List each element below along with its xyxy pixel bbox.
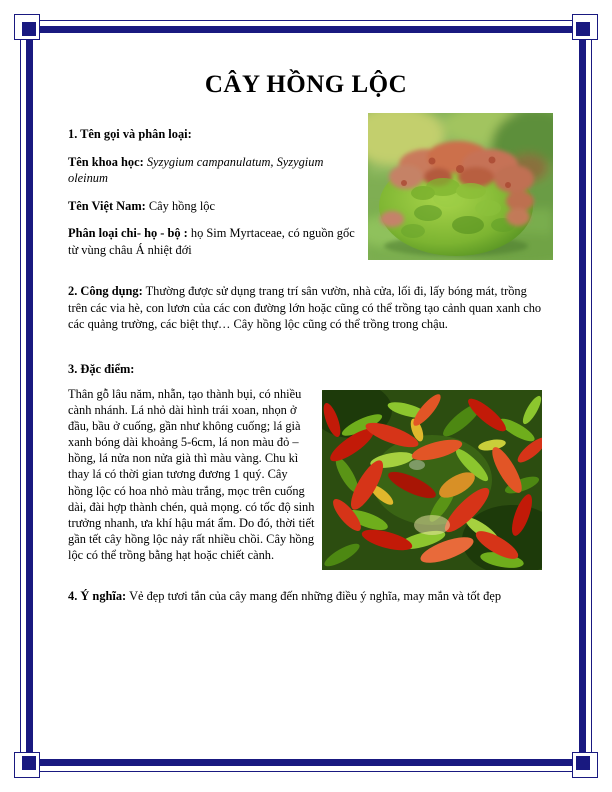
hong-loc-foliage-photo — [322, 390, 542, 570]
section-uses — [68, 283, 547, 333]
taxonomy-line — [68, 225, 364, 258]
page-title: CÂY HỒNG LỘC — [204, 71, 408, 98]
section-meaning — [68, 588, 547, 605]
section-1-heading: 1. Tên gọi và phân loại: — [68, 127, 192, 141]
vietnamese-name-value: Cây hồng lộc — [148, 198, 215, 213]
section-4-lead: 4. Ý nghĩa: — [68, 589, 127, 603]
scientific-name-line — [68, 154, 364, 187]
section-2-lead: 2. Công dụng: — [68, 284, 143, 298]
taxonomy-value: họ Sim Myrtaceae, có nguồn gốc từ vùng châu Á nhiệt đới — [68, 226, 355, 257]
vietnamese-name-label: Tên Việt Nam: — [68, 198, 146, 213]
section-4-body: Vẻ đẹp tươi tắn của cây mang đến những điều ý nghĩa, may mắn và tốt đẹp — [129, 589, 502, 603]
section-2-body: Thường được sử dụng trang trí sân vườn, nhà cửa, lối đi, lấy bóng mát, trồng trên các via hè, con lươn của các con đường lớn hoặc cũng có thể trồng tạo cảnh quan xanh cho các quảng trường, các biệt thự… Cây hồng lộc cũng có thể trồng trong chậu. — [68, 284, 542, 331]
scientific-name-label: Tên khoa học: — [68, 154, 144, 169]
section-naming — [68, 126, 364, 269]
vietnamese-name-line — [68, 198, 364, 215]
section-characteristics-body: Thân gỗ lâu năm, nhẵn, tạo thành bụi, có nhiều cành nhánh. Lá nhỏ dài hình trái xoan, nhọn ở đầu, bầu ở cuống, gần như không cuống; lá già xanh bóng dài khoảng 5-6cm, lá non màu đỏ – hồng, lá nửa non nửa già thì màu vàng. Chu kì thay lá có thời gian tương đương 1 quý. Cây hồng lộc có hoa nhỏ màu trắng, mọc trên cuống dài, đài hợp thành chén, quả mọng. có tốc độ sinh trưởng nhanh, ưa khí hậu mát ẩm. Do đó, thời tiết gần tết cây hồng lộc nảy rất nhiều chồi. Cây hồng lộc có thể trồng bằng hạt hoặc chiết cành. — [68, 387, 315, 562]
hong-loc-shrub-photo — [368, 113, 553, 260]
taxonomy-label: Phân loại chi- họ - bộ : — [68, 226, 188, 240]
scientific-name-value: Syzygium campanulatum, Syzygium oleinum — [68, 154, 324, 185]
section-3-heading: 3. Đặc điểm: — [68, 362, 135, 376]
